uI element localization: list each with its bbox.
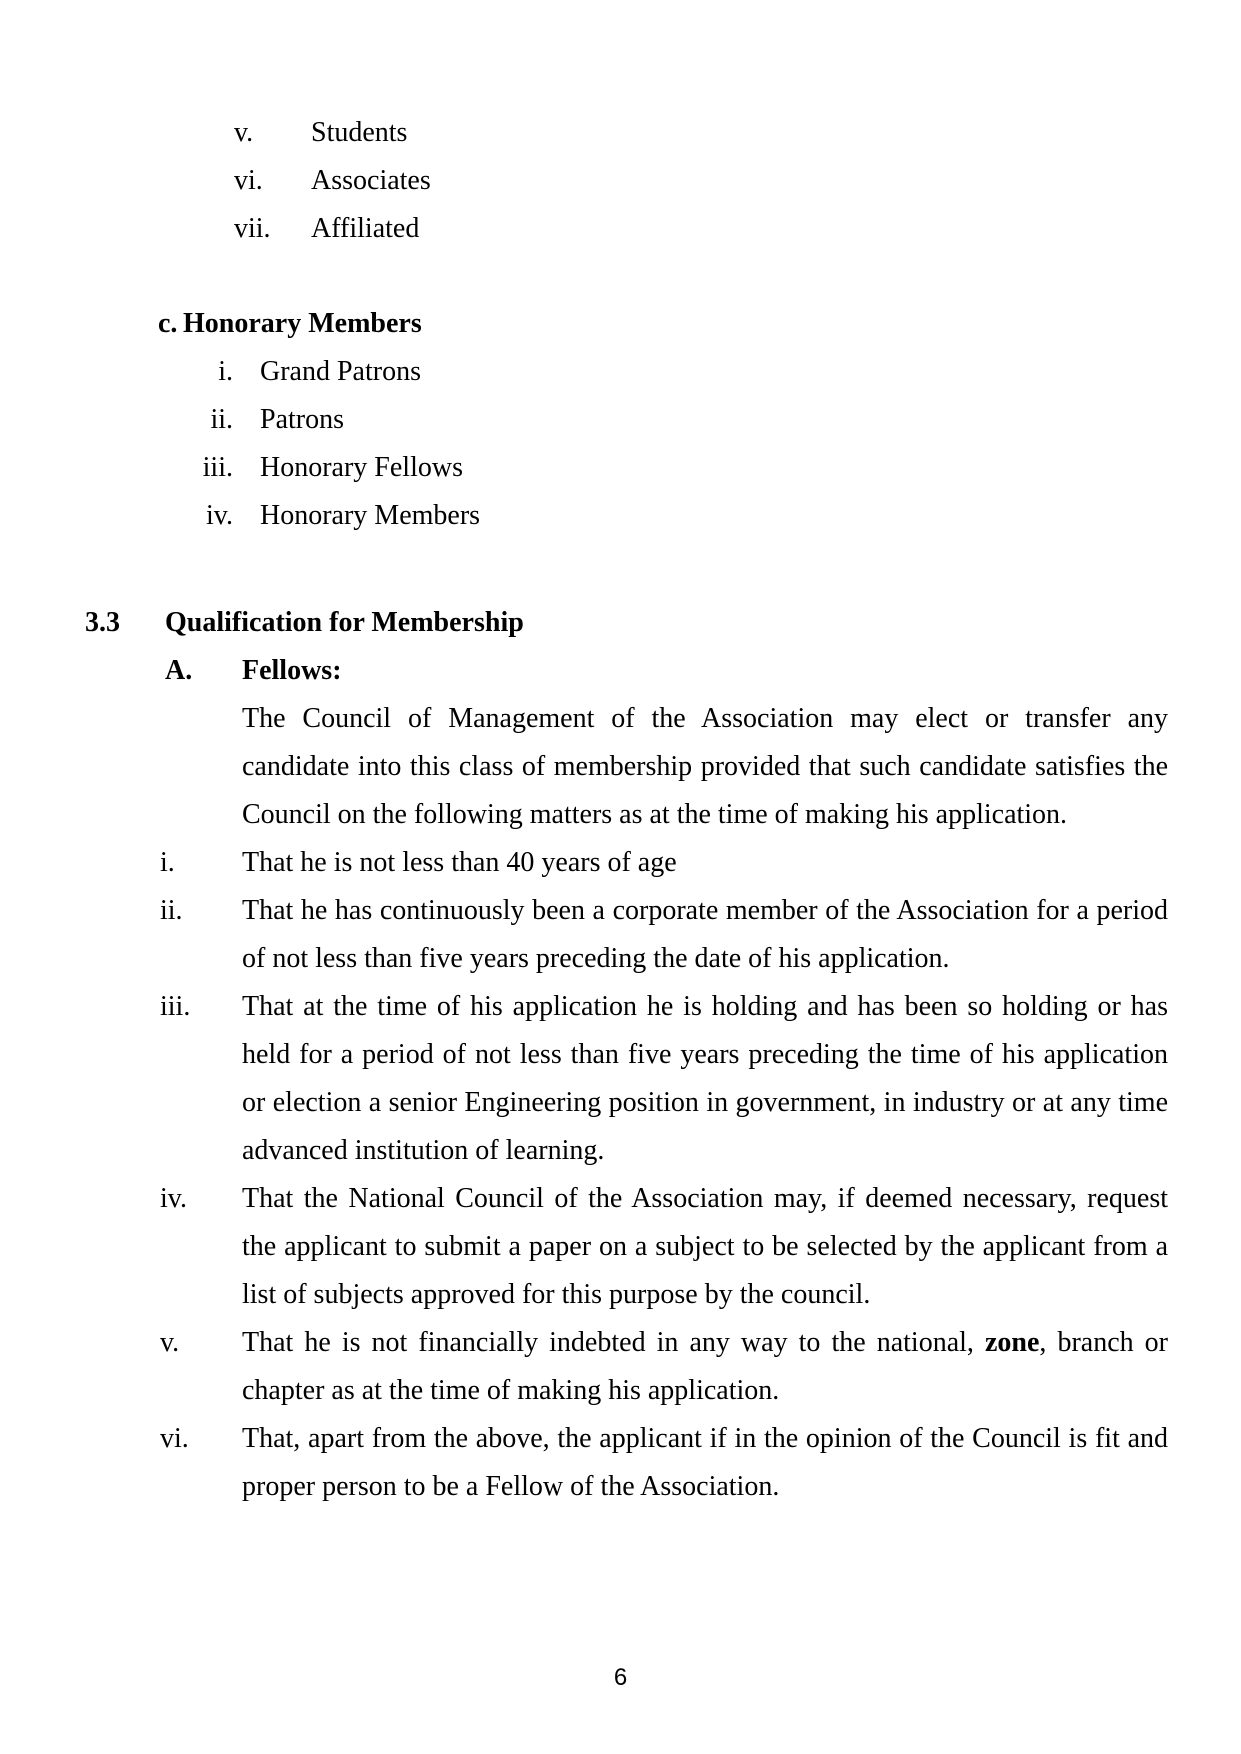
list-item — [234, 157, 1241, 205]
list-item-numeral: ii. — [210, 404, 233, 435]
list-item — [165, 396, 1241, 444]
condition-text: That he is not less than 40 years of age — [242, 847, 677, 878]
condition-item — [160, 983, 1168, 1175]
condition-numeral: iv. — [160, 1183, 187, 1214]
list-item-numeral: iv. — [206, 500, 233, 531]
condition-item — [160, 1319, 1168, 1415]
condition-text — [242, 1319, 1168, 1415]
list-item-numeral: iii. — [202, 452, 233, 483]
condition-numeral: iii. — [160, 991, 191, 1022]
condition-bold-word: zone — [984, 1327, 1040, 1358]
list-item-label: Honorary Fellows — [260, 452, 463, 483]
condition-text: That at the time of his application he is holding and has been so holding or has held for a period of not less than five years preceding the time of his application or election a senior Engineering position in government, in industry or at any time advanced institution of learning. — [242, 991, 1168, 1166]
intro-paragraph: The Council of Management of the Association may elect or transfer any candidate into this class of membership provided that such candidate satisfies the Council on the following matters as at the time of making his application. — [242, 703, 1168, 830]
list-item — [234, 109, 1241, 157]
condition-text: That the National Council of the Association may, if deemed necessary, request the applicant to submit a paper on a subject to be selected by the applicant from a list of subjects approved for this purpose by the council. — [242, 1183, 1168, 1310]
list-item-label: Patrons — [260, 404, 344, 435]
condition-numeral: vi. — [160, 1423, 189, 1454]
section-title: Qualification for Membership — [165, 607, 524, 638]
list-item-numeral: v. — [234, 117, 254, 148]
condition-numeral: i. — [160, 847, 175, 878]
honorary-members-heading — [158, 300, 1241, 348]
section-number: 3.3 — [85, 607, 120, 638]
condition-text-after: , branch or chapter as at the time of making his application. — [242, 1327, 1168, 1406]
honorary-members-list — [165, 348, 1241, 540]
list-item — [165, 492, 1241, 540]
subsection-title: Fellows: — [242, 655, 342, 686]
condition-text: That he has continuously been a corporate member of the Association for a period of not less than five years preceding the date of his application. — [242, 895, 1168, 974]
list-item — [234, 205, 1241, 253]
list-item — [165, 444, 1241, 492]
subsection-letter: A. — [165, 655, 193, 686]
condition-text: That, apart from the above, the applicant if in the opinion of the Council is fit and proper person to be a Fellow of the Association. — [242, 1423, 1168, 1502]
subsection-heading — [165, 647, 1241, 695]
list-item-label: Associates — [311, 165, 431, 196]
list-item-numeral: vii. — [234, 213, 271, 244]
condition-item — [160, 887, 1168, 983]
qualification-conditions-list — [160, 839, 1168, 1511]
condition-numeral: v. — [160, 1327, 180, 1358]
list-item-numeral: vi. — [234, 165, 263, 196]
condition-item — [160, 839, 1168, 887]
member-grades-list — [234, 0, 1241, 253]
condition-numeral: ii. — [160, 895, 183, 926]
heading-letter: c. — [158, 308, 178, 339]
condition-text-before: That he is not financially indebted in any way to the national, — [242, 1327, 985, 1358]
condition-item — [160, 1415, 1168, 1511]
section-heading — [85, 599, 1241, 647]
list-item-label: Grand Patrons — [260, 356, 421, 387]
list-item — [165, 348, 1241, 396]
list-item-label: Students — [311, 117, 408, 148]
list-item-label: Honorary Members — [260, 500, 481, 531]
condition-item — [160, 1175, 1168, 1319]
list-item-numeral: i. — [218, 356, 233, 387]
list-item-label: Affiliated — [311, 213, 420, 244]
heading-title: Honorary Members — [183, 308, 422, 339]
page-number: 6 — [613, 1664, 628, 1691]
